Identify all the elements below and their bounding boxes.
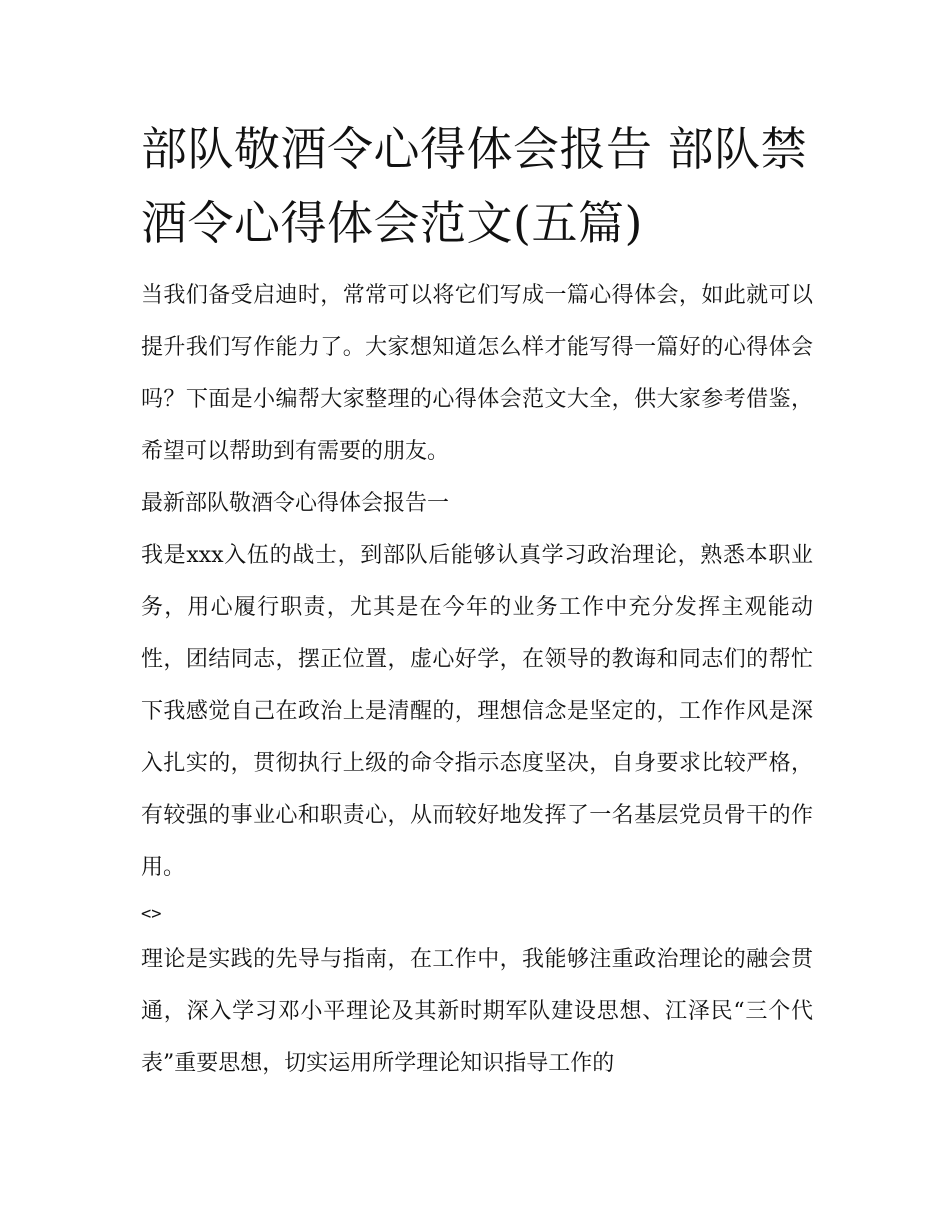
section-heading: 最新部队敬酒令心得体会报告一 xyxy=(141,491,450,516)
document-title: 部队敬酒令心得体会报告 部队禁酒令心得体会范文(五篇) xyxy=(141,122,808,250)
placeholder-marker: <> xyxy=(141,904,162,924)
body-paragraph-2: 理论是实践的先导与指南，在工作中，我能够注重政治理论的融会贯通，深入学习邓小平理论及其新时期军队建设思想、江泽民“三个代表”重要思想，切实运用所学理论知识指导工作的 xyxy=(141,947,813,1076)
intro-paragraph: 当我们备受启迪时，常常可以将它们写成一篇心得体会，如此就可以提升我们写作能力了。大家想知道怎么样才能写得一篇好的心得体会吗？下面是小编帮大家整理的心得体会范文大全，供大家参考借鉴，希望可以帮助到有需要的朋友。 xyxy=(141,283,813,464)
body-paragraph-1: 我是xxx入伍的战士，到部队后能够认真学习政治理论，熟悉本职业务，用心履行职责，尤其是在今年的业务工作中充分发挥主观能动性，团结同志，摆正位置，虚心好学，在领导的教诲和同志们的帮忙下我感觉自己在政治上是清醒的，理想信念是坚定的，工作作风是深入扎实的，贯彻执行上级的命令指示态度坚决，自身要求比较严格，有较强的事业心和职责心，从而较好地发挥了一名基层党员骨干的作用。 xyxy=(141,543,813,880)
document-body xyxy=(141,112,813,1090)
